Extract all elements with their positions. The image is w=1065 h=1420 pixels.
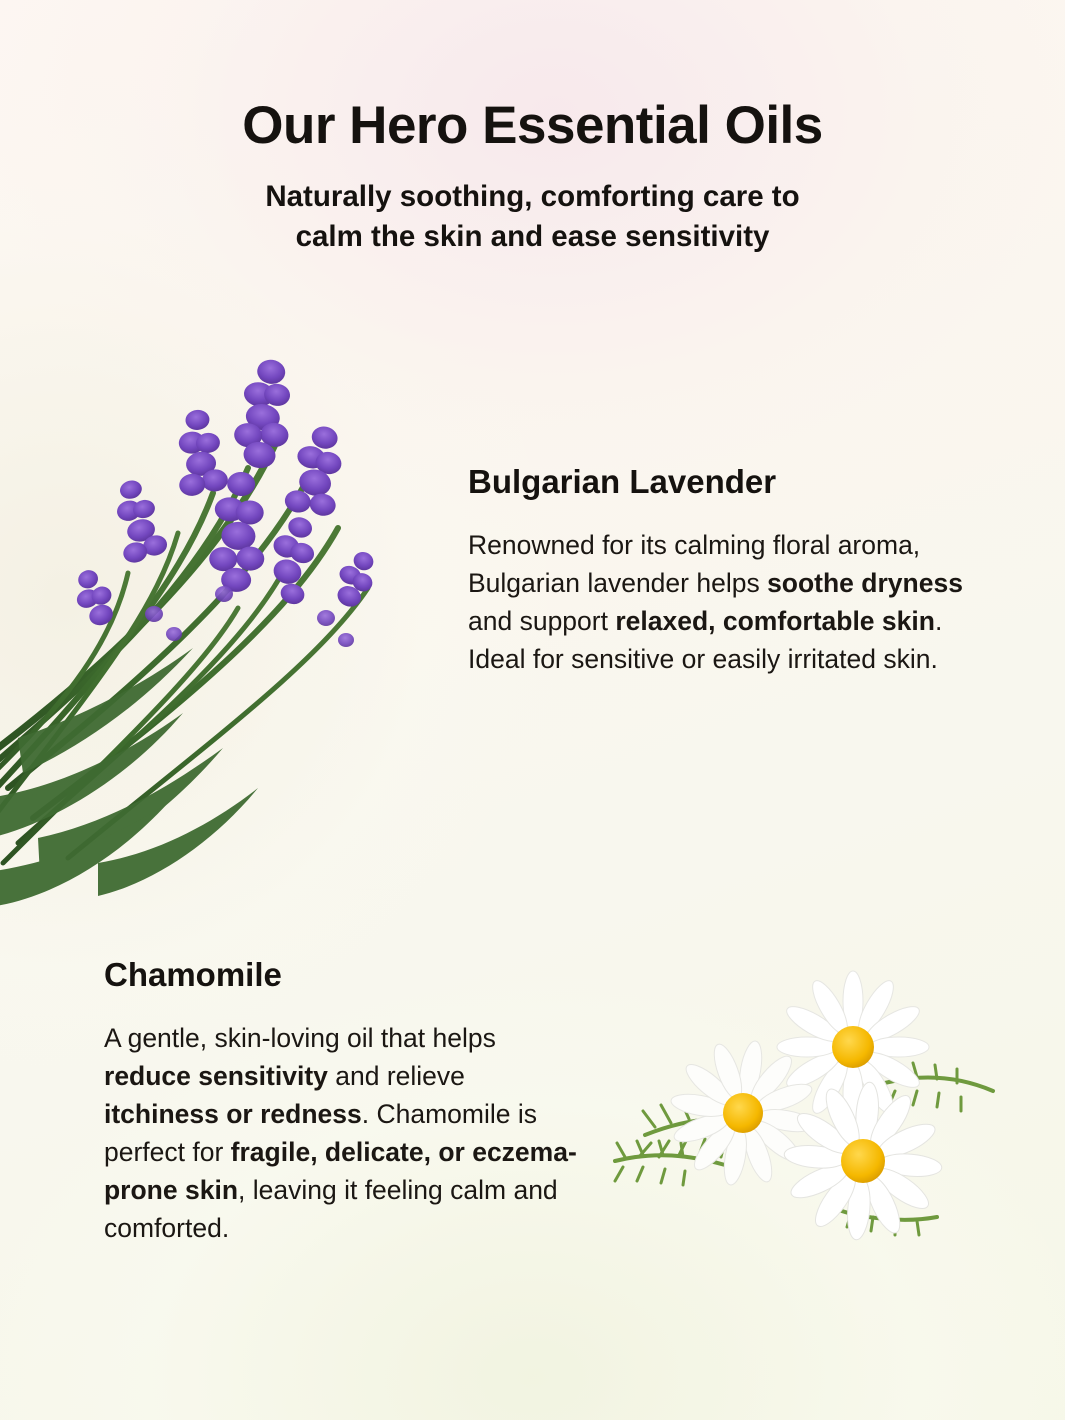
section-bulgarian-lavender xyxy=(468,462,978,678)
section-title-lavender: Bulgarian Lavender xyxy=(468,463,777,500)
lavender-bouquet-photo xyxy=(0,318,448,908)
section-body-lavender: Renowned for its calming floral aroma, Bulgarian lavender helps soothe dryness and support relaxed, comfortable skin. Ideal for sensitive or easily irritated skin. xyxy=(468,529,963,675)
page-subtitle xyxy=(153,177,913,255)
page-title: Our Hero Essential Oils xyxy=(242,96,823,155)
header xyxy=(0,96,1065,256)
page-subtitle-line-2: calm the skin and ease sensitivity xyxy=(295,219,770,253)
chamomile-flowers-photo xyxy=(585,965,1005,1265)
section-title-chamomile: Chamomile xyxy=(104,956,282,993)
section-chamomile xyxy=(104,955,584,1248)
page-subtitle-line-1: Naturally soothing, comforting care to xyxy=(265,180,800,214)
section-body-chamomile: A gentle, skin-loving oil that helps reduce sensitivity and relieve itchiness or redness. Chamomile is perfect for fragile, delicate, or eczema-prone skin, leaving it feeling calm and comforted. xyxy=(104,1022,577,1244)
